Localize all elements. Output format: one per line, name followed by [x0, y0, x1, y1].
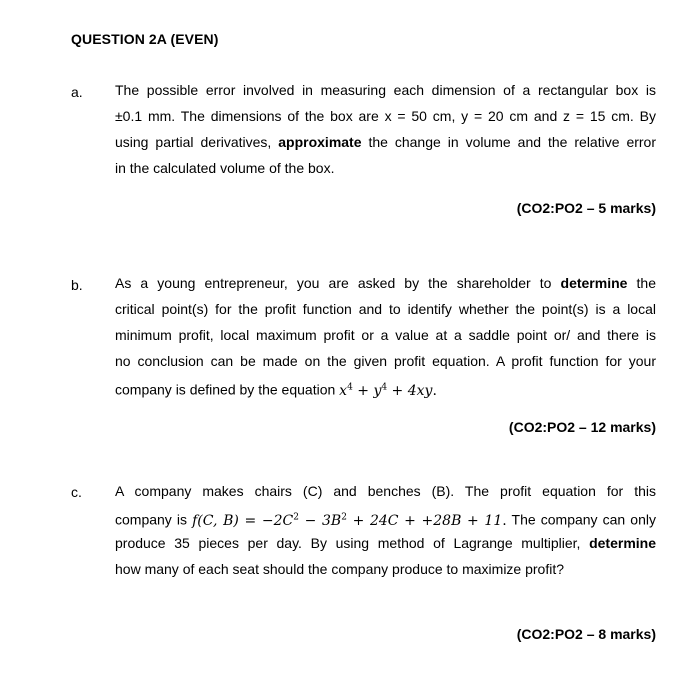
part-b-line-5: company is defined by the equation $x^4 + y^4 + 4xy$. — [115, 381, 437, 399]
part-a-marks: (CO2:PO2 – 5 marks) — [516, 200, 656, 216]
part-a-text — [115, 77, 656, 181]
part-b-line-1: As a young entrepreneur, you are asked by the shareholder to determine the — [115, 275, 656, 291]
part-c-line-1: A company makes chairs (C) and benches (B). The profit equation for this — [115, 483, 656, 499]
part-a-line-1: The possible error involved in measuring each dimension of a rectangular box is — [115, 82, 656, 98]
part-c-keyword: determine — [589, 535, 656, 551]
part-c-text — [115, 478, 656, 582]
part-c-line-3: produce 35 pieces per day. By using method of Lagrange multiplier, determine — [115, 535, 656, 551]
part-b-label: b. — [71, 277, 83, 293]
part-b-line-3: minimum profit, local maximum profit or a value at a saddle point or/ and there is — [115, 327, 656, 343]
part-b-keyword: determine — [560, 275, 628, 291]
part-a-line-4: in the calculated volume of the box. — [115, 160, 335, 176]
part-b-line-2: critical point(s) for the profit function and to identify whether the point(s) is a local — [115, 301, 656, 317]
part-c-line-2: company is f(C, $B) = -2C^2 - 3B^2 + 24C + +28B + 11$. The company can only — [115, 511, 656, 529]
part-c-line-4: how many of each seat should the company produce to maximize profit? — [115, 561, 565, 577]
part-a-line-3: using partial derivatives, approximate the change in volume and the relative error — [115, 134, 656, 150]
part-a-line-2: ±0.1 mm. The dimensions of the box are x = 50 cm, y = 20 cm and z = 15 cm. By — [115, 108, 656, 124]
part-a-keyword: approximate — [278, 134, 362, 150]
part-c-marks: (CO2:PO2 – 8 marks) — [516, 626, 656, 642]
part-a-label: a. — [71, 84, 83, 100]
part-b-line-4: no conclusion can be made on the given profit equation. A profit function for your — [115, 353, 656, 369]
part-b-marks: (CO2:PO2 – 12 marks) — [508, 419, 656, 435]
part-c-label: c. — [71, 484, 82, 500]
profit-equation: $x^4 + y^4 + 4xy$. — [339, 382, 437, 399]
lagrange-equation: f(C, $B) = -2C^2 - 3B^2 + 24C + +28B + 11$. — [192, 512, 507, 529]
question-title: QUESTION 2A (EVEN) — [71, 31, 219, 47]
part-b-text — [115, 270, 656, 404]
